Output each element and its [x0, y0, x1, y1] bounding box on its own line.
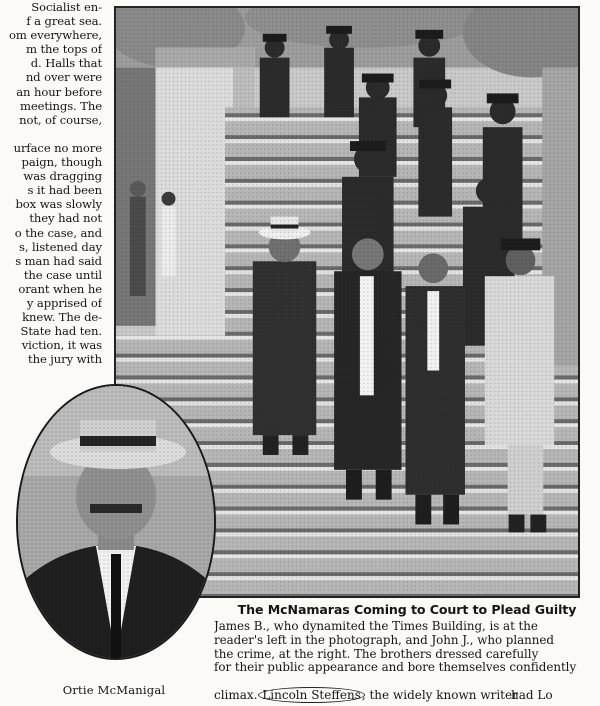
text-line: s, listened day [18, 239, 102, 254]
text-line: an hour before [16, 84, 102, 99]
bottom-text-right: had Lo [511, 688, 553, 702]
text-line: s man had said [15, 253, 102, 268]
text-line: m the tops of [25, 42, 102, 57]
text-line: y apprised of [26, 295, 102, 310]
photo-caption [214, 602, 600, 675]
bottom-text-after: , the widely known writer [361, 688, 518, 702]
bottom-text-before: climax. [214, 688, 262, 702]
caption-line: James B., who dynamited the Times Building, is at the [214, 620, 538, 633]
text-line: orant when he [18, 281, 102, 296]
text-line: the case until [23, 267, 102, 282]
text-line: s it had been [27, 183, 102, 198]
caption-line: the crime, at the right. The brothers dressed carefully [214, 647, 539, 661]
text-line: knew. The de- [22, 310, 102, 325]
caption-title: The McNamaras Coming to Court to Plead Guilty [237, 602, 577, 617]
portrait-oval-photo [16, 384, 216, 660]
text-line: meetings. The [19, 98, 102, 113]
portrait-photo [18, 386, 214, 658]
bottom-text-line [214, 687, 600, 706]
text-line: box was slowly [15, 197, 102, 212]
text-line: State had ten. [20, 324, 102, 339]
text-line: they had not [29, 211, 102, 226]
text-line: f a great sea. [26, 14, 102, 29]
text-line: urface no more [13, 140, 102, 155]
caption-line: reader's left in the photograph, and John J., who planned [214, 633, 554, 647]
circled-name: Lincoln Steffens [258, 687, 365, 703]
text-line: d. Halls that [30, 56, 102, 71]
left-text-column [0, 0, 102, 366]
text-line: Socialist en- [31, 0, 102, 14]
text-line: was dragging [23, 169, 102, 184]
text-line: om everywhere, [9, 28, 102, 43]
text-line: o the case, and [14, 225, 102, 240]
text-line: the jury with [28, 352, 102, 367]
text-line: paign, though [21, 155, 102, 170]
text-line: nd over were [25, 70, 102, 85]
text-line: viction, it was [21, 338, 102, 353]
caption-line: for their public appearance and bore themselves confidently [214, 661, 577, 675]
text-line [0, 127, 102, 141]
bottom-text-left [214, 688, 518, 702]
text-line: not, of course, [19, 112, 102, 127]
portrait-caption: Ortie McManigal [62, 683, 166, 697]
